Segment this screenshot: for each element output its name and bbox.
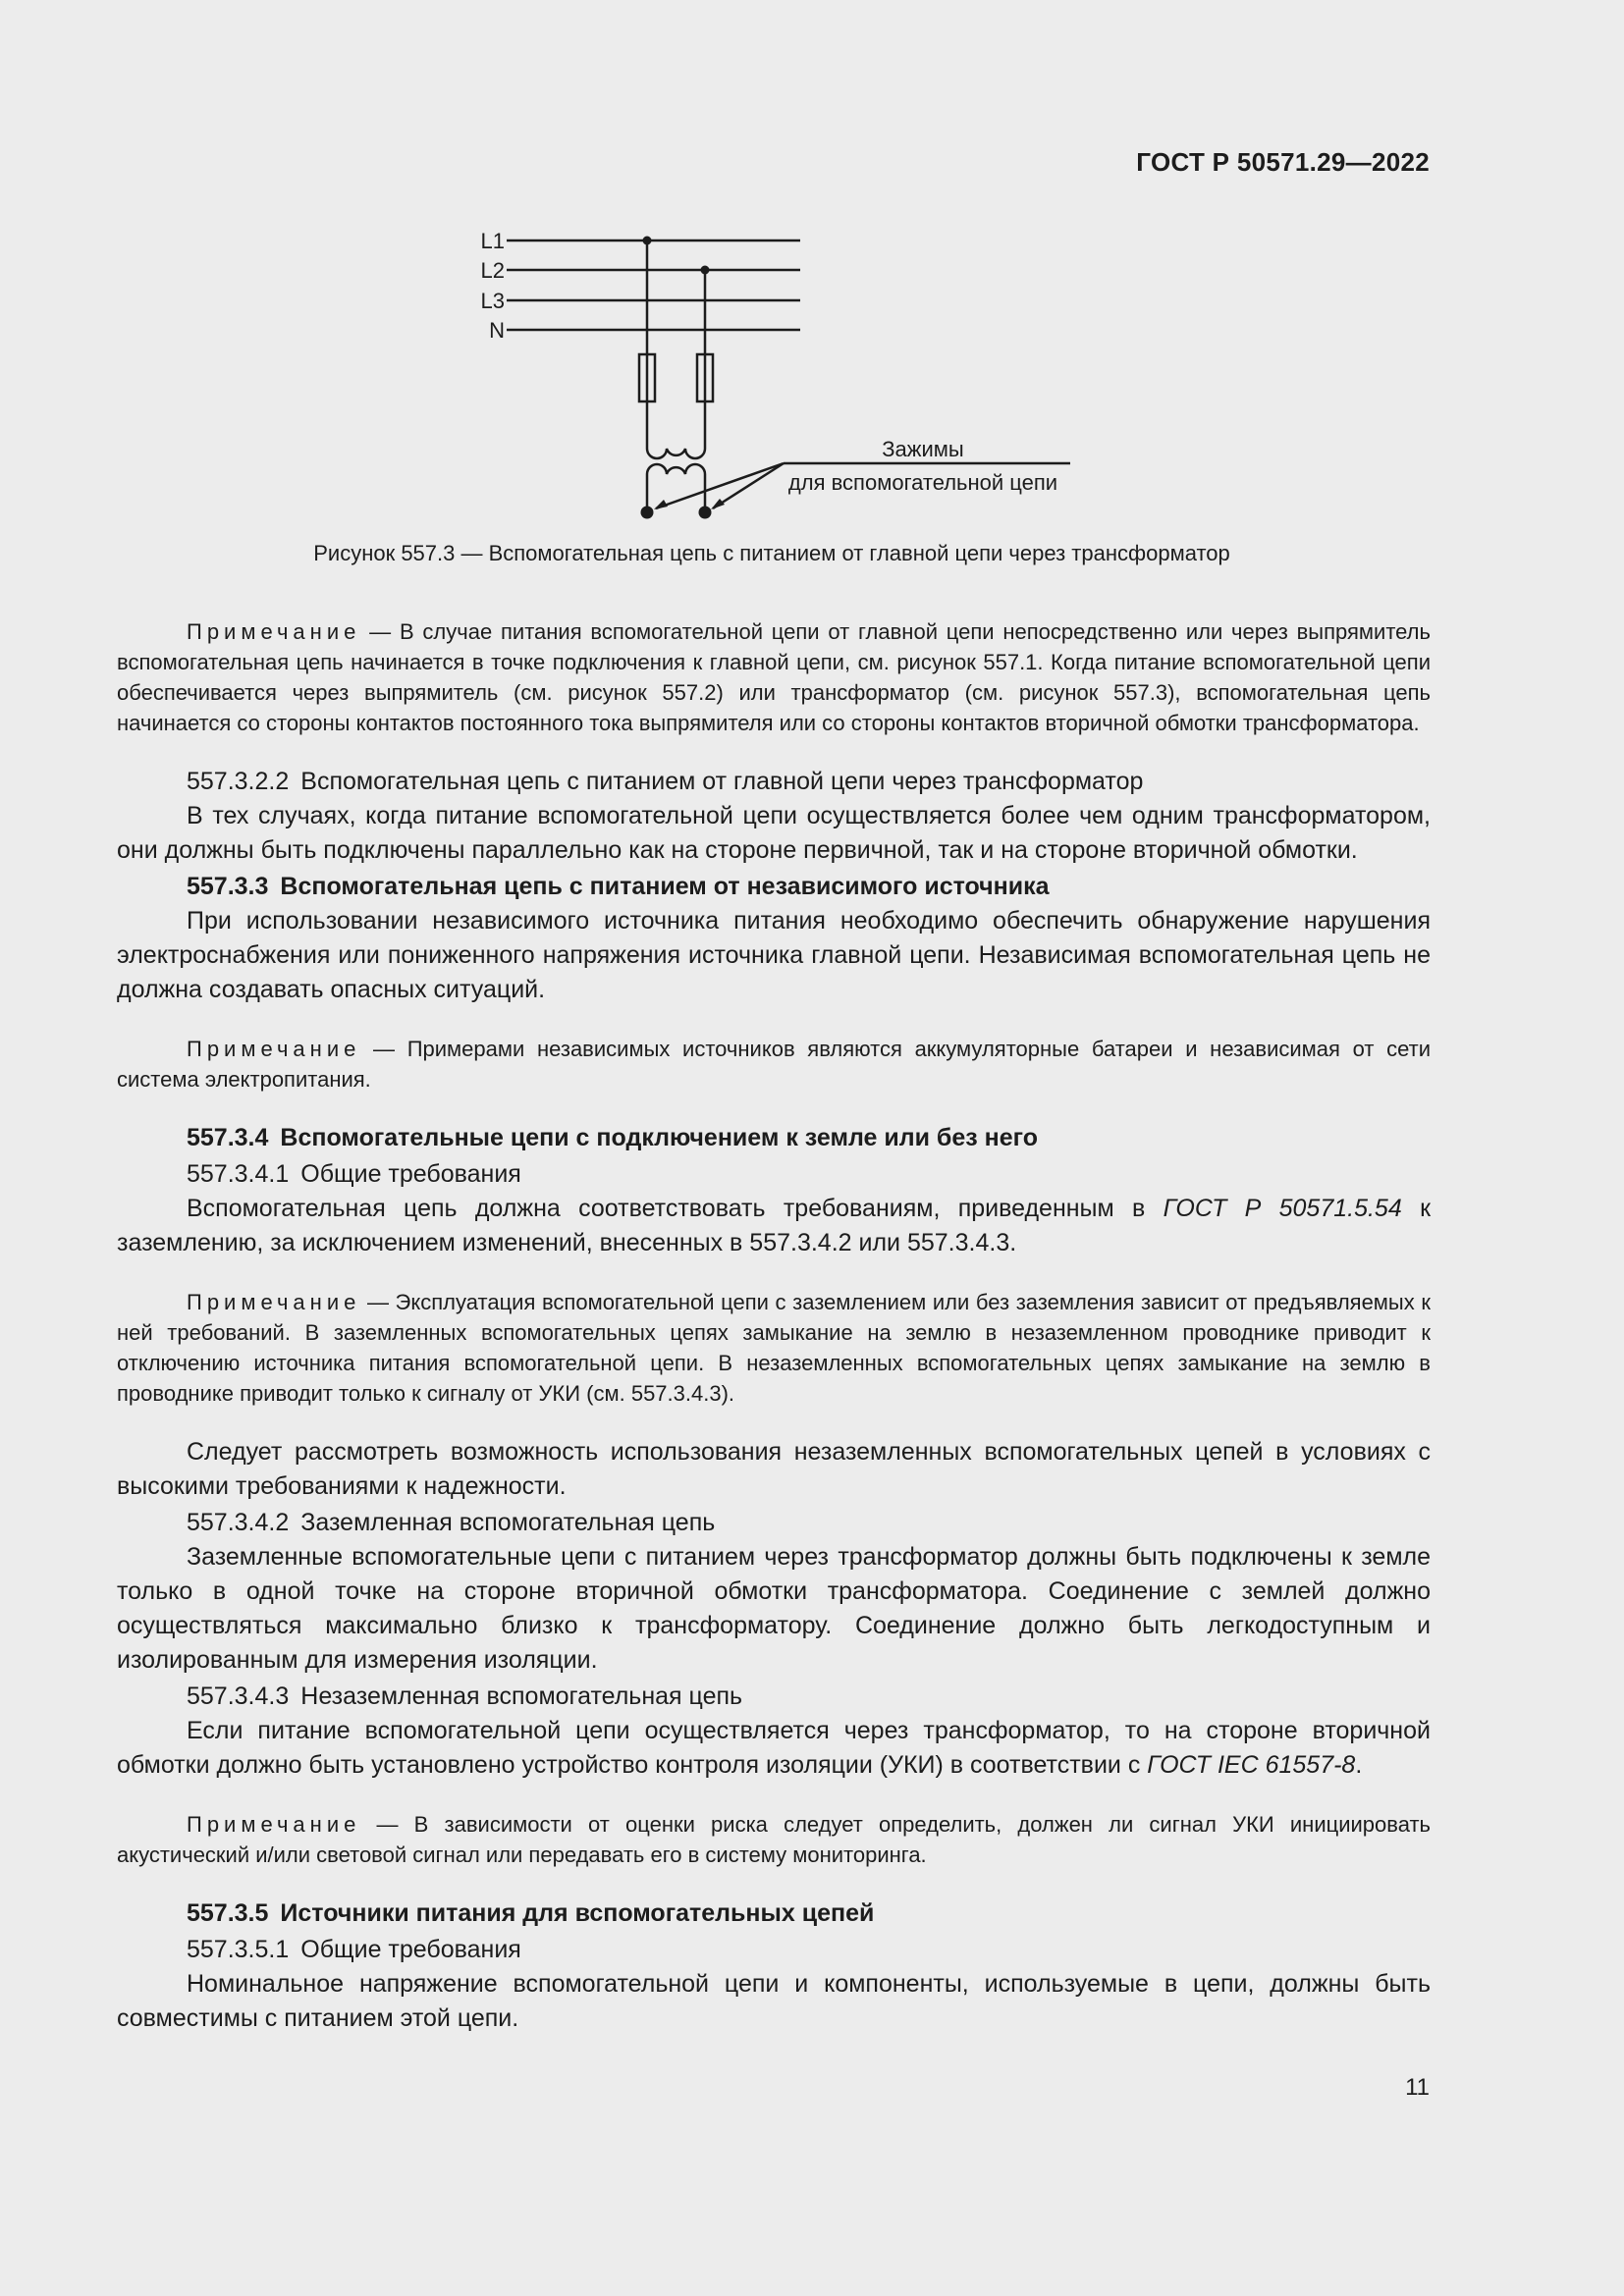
secondary-winding: [647, 464, 705, 474]
paragraph-557-3-2-2: В тех случаях, когда питание вспомогательной цепи осуществляется более чем одним трансформатором, они должны быть подключены параллельно как на стороне первичной, так и на стороне вторичной обмотки.: [117, 802, 1431, 864]
paragraph-end: .: [1355, 1751, 1363, 1779]
section-557-3-3: [117, 870, 1431, 904]
circuit-diagram: [461, 221, 1090, 530]
paragraph-text: к заземлению, за исключением изменений, внесенных в 557.3.4.2 или 557.3.4.3.: [117, 1195, 1431, 1256]
section-number: 557.3.4.3: [187, 1682, 290, 1710]
subsection-557-3-2-2: [117, 765, 1431, 799]
standard-reference: ГОСТ IEC 61557-8: [1147, 1751, 1356, 1779]
junction-l1: [643, 237, 652, 245]
terminal-right: [699, 507, 712, 519]
note-2: [117, 1034, 1431, 1095]
page-number: 11: [1405, 2074, 1430, 2101]
line-label-l3: L3: [480, 289, 505, 313]
section-title: Общие требования: [300, 1160, 521, 1188]
callout-terminals: Зажимы: [882, 437, 964, 461]
paragraph-557-3-4-2: Заземленные вспомогательные цепи с питанием через трансформатор должны быть подключены к земле только в одной точке на стороне вторичной обмотки трансформатора. Соединение с землей должно осуществляться максимально близко к трансформатору. Соединение должно быть легкодоступным и изолированным для измерения изоляции.: [117, 1543, 1431, 1674]
terminal-left: [641, 507, 654, 519]
note-4-text: — В зависимости от оценки риска следует определить, должен ли сигнал УКИ инициировать акустический и/или световой сигнал или передавать его в систему мониторинга.: [117, 1812, 1431, 1867]
callout-leader-right: [713, 463, 784, 508]
arrowhead-right-icon: [711, 499, 725, 509]
paragraph-text: Если питание вспомогательной цепи осуществляется через трансформатор, то на стороне вторичной обмотки должно быть установлено устройство контроля изоляции (УКИ) в соответствии с: [117, 1717, 1431, 1779]
section-title: Заземленная вспомогательная цепь: [300, 1509, 716, 1536]
section-title: Вспомогательная цепь с питанием от независимого источника: [280, 873, 1050, 900]
note-label: Примечание: [187, 1037, 361, 1061]
paragraph-consider: Следует рассмотреть возможность использования незаземленных вспомогательных цепей в условиях с высокими требованиями к надежности.: [117, 1438, 1431, 1500]
circuit-diagram-svg: [461, 221, 1090, 530]
section-title: Вспомогательные цепи с подключением к земле или без него: [280, 1124, 1038, 1151]
paragraph-557-3-4-3: [117, 1714, 1431, 1783]
line-label-n: N: [489, 318, 505, 343]
section-number: 557.3.4.2: [187, 1509, 290, 1536]
section-number: 557.3.4.1: [187, 1160, 290, 1188]
note-label: Примечание: [187, 619, 361, 644]
section-number: 557.3.3: [187, 873, 269, 900]
paragraph-text: Вспомогательная цепь должна соответствовать требованиям, приведенным в: [187, 1195, 1146, 1222]
note-label: Примечание: [187, 1812, 361, 1837]
paragraph-557-3-5-1: Номинальное напряжение вспомогательной цепи и компоненты, используемые в цепи, должны быть совместимы с питанием этой цепи.: [117, 1970, 1431, 2032]
subsection-557-3-4-1: [117, 1157, 1431, 1192]
note-label: Примечание: [187, 1290, 361, 1314]
note-3-text: — Эксплуатация вспомогательной цепи с заземлением или без заземления зависит от предъявляемых к ней требований. В заземленных вспомогательных цепях замыкание на землю в незаземленном проводнике приводит к отключению источника питания вспомогательной цепи. В незаземленных вспомогательных цепях замыкание на землю в проводнике приводит только к сигналу от УКИ (см. 557.3.4.3).: [117, 1290, 1431, 1406]
standard-reference: ГОСТ Р 50571.5.54: [1163, 1195, 1402, 1222]
note-1: [117, 616, 1431, 738]
section-title: Вспомогательная цепь с питанием от главной цепи через трансформатор: [300, 768, 1144, 795]
subsection-557-3-4-3: [117, 1680, 1431, 1714]
paragraph-557-3-3: При использовании независимого источника питания необходимо обеспечить обнаружение нарушения электроснабжения или пониженного напряжения источника главной цепи. Независимая вспомогательная цепь не должна создавать опасных ситуаций.: [117, 907, 1431, 1003]
figure-caption: Рисунок 557.3 — Вспомогательная цепь с питанием от главной цепи через трансформатор: [313, 541, 1230, 565]
note-4: [117, 1809, 1431, 1870]
subsection-557-3-5-1: [117, 1933, 1431, 1967]
paragraph-557-3-4-1: [117, 1192, 1431, 1260]
primary-winding: [647, 449, 705, 458]
section-title: Незаземленная вспомогательная цепь: [300, 1682, 743, 1710]
line-label-l1: L1: [480, 229, 505, 253]
subsection-557-3-4-2: [117, 1506, 1431, 1540]
section-number: 557.3.5.1: [187, 1936, 290, 1963]
junction-l2: [701, 266, 710, 275]
section-557-3-5: [117, 1896, 1431, 1931]
document-body: [117, 616, 1431, 2036]
arrowhead-left-icon: [654, 500, 668, 509]
section-number: 557.3.4: [187, 1124, 269, 1151]
document-header: ГОСТ Р 50571.29—2022: [1136, 147, 1430, 177]
section-title: Общие требования: [300, 1936, 521, 1963]
note-3: [117, 1287, 1431, 1409]
callout-aux-circuit: для вспомогательной цепи: [787, 470, 1058, 495]
note-2-text: — Примерами независимых источников являются аккумуляторные батареи и независимая от сети система электропитания.: [117, 1037, 1431, 1092]
section-number: 557.3.2.2: [187, 768, 290, 795]
note-1-text: — В случае питания вспомогательной цепи от главной цепи непосредственно или через выпрямитель вспомогательная цепь начинается в точке подключения к главной цепи, см. рисунок 557.1. Когда питание вспомогательной цепи обеспечивается через выпрямитель (см. рисунок 557.2) или трансформатор (см. рисунок 557.3), вспомогательная цепь начинается со стороны контактов постоянного тока выпрямителя или со стороны контактов вторичной обмотки трансформатора.: [117, 619, 1431, 735]
section-number: 557.3.5: [187, 1899, 269, 1927]
section-title: Источники питания для вспомогательных цепей: [280, 1899, 875, 1927]
line-label-l2: L2: [480, 258, 505, 283]
section-557-3-4: [117, 1121, 1431, 1155]
